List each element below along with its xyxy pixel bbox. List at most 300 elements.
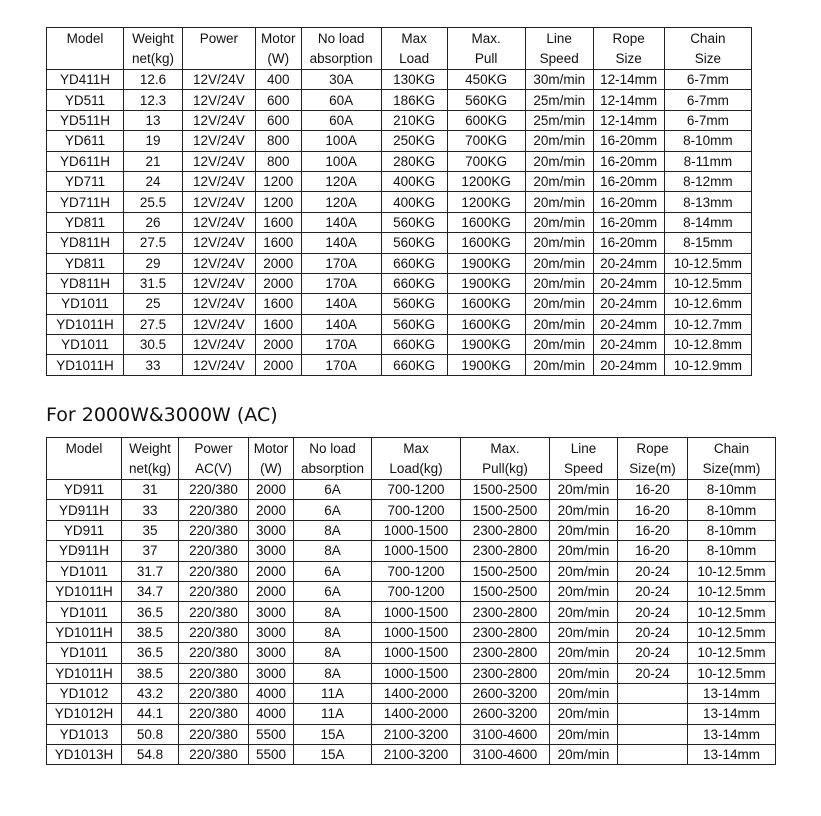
table-cell: 27.5: [124, 233, 183, 253]
table-cell: 220/380: [179, 622, 249, 642]
table-cell: 8-13mm: [664, 192, 751, 212]
table-row: [47, 561, 776, 581]
table-cell: 16-20: [618, 480, 688, 500]
table-row: [47, 602, 776, 622]
table-cell: YD811: [47, 253, 124, 273]
table-cell: 1900KG: [447, 335, 525, 355]
column-header-line: Max: [403, 441, 429, 456]
table-cell: YD711H: [47, 192, 124, 212]
table-cell: 220/380: [179, 643, 249, 663]
table-cell: 20m/min: [550, 480, 618, 500]
table-cell: 660KG: [381, 273, 447, 293]
column-header: [122, 438, 179, 480]
table-header-row: [47, 28, 752, 70]
table-cell: 450KG: [447, 70, 525, 90]
table-cell: 1900KG: [447, 273, 525, 293]
table-cell: 12V/24V: [182, 171, 255, 191]
column-header-line: Size: [615, 51, 642, 66]
table-cell: YD511H: [47, 110, 124, 130]
table-cell: 1900KG: [447, 253, 525, 273]
table-cell: 20-24mm: [593, 314, 664, 334]
table-cell: 220/380: [179, 561, 249, 581]
table-cell: 220/380: [179, 520, 249, 540]
table-cell: 20m/min: [525, 273, 593, 293]
table-cell: 33: [122, 500, 179, 520]
table-cell: 1000-1500: [372, 622, 461, 642]
table-cell: 560KG: [381, 294, 447, 314]
table-cell: 20m/min: [550, 581, 618, 601]
table-cell: YD1011H: [47, 581, 122, 601]
table-row: [47, 151, 752, 171]
table-cell: 30.5: [124, 335, 183, 355]
table-cell: 25: [124, 294, 183, 314]
table-cell: YD911H: [47, 500, 122, 520]
column-header: [124, 28, 183, 70]
table-row: [47, 273, 752, 293]
table-cell: 20m/min: [525, 335, 593, 355]
table-cell: 1600: [255, 314, 301, 334]
table-cell: YD1012: [47, 683, 122, 703]
table-cell: 2000: [249, 500, 294, 520]
table-cell: 1500-2500: [461, 500, 550, 520]
table-cell: 700KG: [447, 131, 525, 151]
table-cell: 20-24mm: [593, 273, 664, 293]
table-cell: 220/380: [179, 602, 249, 622]
table-cell: 12V/24V: [182, 151, 255, 171]
table-cell: 170A: [301, 355, 381, 375]
table-cell: 186KG: [381, 90, 447, 110]
table-cell: 10-12.5mm: [688, 602, 776, 622]
column-header-line: (W): [267, 51, 290, 66]
column-header-line: Speed: [539, 51, 579, 66]
column-header-line: Chain: [713, 441, 750, 456]
table-cell: 560KG: [381, 233, 447, 253]
table-cell: 20m/min: [550, 724, 618, 744]
table-cell: 1600KG: [447, 212, 525, 232]
column-header: [593, 28, 664, 70]
table-cell: 6A: [294, 500, 372, 520]
table-row: [47, 233, 752, 253]
table-cell: 250KG: [381, 131, 447, 151]
table-cell: YD911H: [47, 541, 122, 561]
column-header-line: Motor: [253, 441, 289, 456]
table-cell: 8-11mm: [664, 151, 751, 171]
table-cell: 220/380: [179, 500, 249, 520]
column-header-line: Pull: [474, 51, 498, 66]
column-header: [372, 438, 461, 480]
table-cell: 12V/24V: [182, 335, 255, 355]
table-cell: 20-24mm: [593, 253, 664, 273]
table-cell: 26: [124, 212, 183, 232]
table-row: [47, 110, 752, 130]
table-row: [47, 253, 752, 273]
table-cell: 10-12.5mm: [664, 253, 751, 273]
table-cell: YD811H: [47, 273, 124, 293]
table-cell: 10-12.5mm: [688, 561, 776, 581]
column-header-line: No load: [309, 441, 356, 456]
table-cell: 400: [255, 70, 301, 90]
table-cell: 30A: [301, 70, 381, 90]
table-cell: 2000: [255, 335, 301, 355]
table-cell: 43.2: [122, 683, 179, 703]
table-cell: 20m/min: [525, 233, 593, 253]
table-cell: 13-14mm: [688, 745, 776, 765]
table-cell: 20m/min: [550, 541, 618, 561]
table-cell: YD1011: [47, 561, 122, 581]
table-cell: YD811H: [47, 233, 124, 253]
table-cell: 600: [255, 110, 301, 130]
table-cell: 19: [124, 131, 183, 151]
table-cell: 29: [124, 253, 183, 273]
table-cell: 20m/min: [525, 131, 593, 151]
table-cell: 20m/min: [550, 602, 618, 622]
column-header-line: Max: [401, 31, 427, 46]
table-cell: 20m/min: [550, 520, 618, 540]
table-cell: 38.5: [122, 663, 179, 683]
table-cell: 10-12.5mm: [664, 273, 751, 293]
table-cell: 1000-1500: [372, 541, 461, 561]
table-cell: 1600KG: [447, 233, 525, 253]
table-cell: 660KG: [381, 253, 447, 273]
table-cell: 8A: [294, 622, 372, 642]
table-cell: 1500-2500: [461, 480, 550, 500]
column-header: [550, 438, 618, 480]
table-cell: 800: [255, 151, 301, 171]
column-header-line: absorption: [300, 461, 365, 476]
table-cell: 20m/min: [525, 171, 593, 191]
table-cell: 20-24: [618, 643, 688, 663]
column-header-line: Weight: [132, 31, 174, 46]
table-cell: 20m/min: [525, 212, 593, 232]
table-cell: 3000: [249, 622, 294, 642]
table-cell: 21: [124, 151, 183, 171]
table-cell: 10-12.7mm: [664, 314, 751, 334]
table-cell: 12V/24V: [182, 253, 255, 273]
table-cell: 12-14mm: [593, 70, 664, 90]
table-cell: YD1011: [47, 294, 124, 314]
table-cell: 400KG: [381, 192, 447, 212]
column-header-line: Max.: [471, 31, 501, 46]
table-cell: 12.3: [124, 90, 183, 110]
table-cell: 12V/24V: [182, 233, 255, 253]
table-cell: [618, 683, 688, 703]
table-cell: 20-24mm: [593, 294, 664, 314]
table-cell: 12-14mm: [593, 110, 664, 130]
table-cell: 1600: [255, 294, 301, 314]
table-cell: 2000: [255, 273, 301, 293]
table-cell: 31.5: [124, 273, 183, 293]
table-cell: 27.5: [124, 314, 183, 334]
table-cell: 2300-2800: [461, 643, 550, 663]
table-cell: YD1011H: [47, 622, 122, 642]
table-cell: 13-14mm: [688, 704, 776, 724]
table-cell: 20m/min: [525, 151, 593, 171]
ac-spec-table: [46, 437, 776, 765]
table-row: [47, 683, 776, 703]
table-row: [47, 212, 752, 232]
column-header: [179, 438, 249, 480]
table-cell: 3000: [249, 520, 294, 540]
column-header-line: AC(V): [195, 461, 232, 476]
table-cell: 13-14mm: [688, 724, 776, 744]
table-cell: 25m/min: [525, 90, 593, 110]
table-cell: 8-10mm: [688, 500, 776, 520]
table-cell: 16-20: [618, 520, 688, 540]
table-cell: 12V/24V: [182, 355, 255, 375]
table-cell: 1400-2000: [372, 683, 461, 703]
table-cell: 31.7: [122, 561, 179, 581]
table-cell: 20-24: [618, 581, 688, 601]
column-header-line: Max.: [490, 441, 520, 456]
table-cell: 3000: [249, 663, 294, 683]
table-row: [47, 704, 776, 724]
table-cell: 8-15mm: [664, 233, 751, 253]
table-cell: 100A: [301, 131, 381, 151]
table-cell: 120A: [301, 192, 381, 212]
table-cell: 8A: [294, 663, 372, 683]
table-cell: 220/380: [179, 724, 249, 744]
table-cell: 8A: [294, 643, 372, 663]
table-cell: 6-7mm: [664, 110, 751, 130]
table-cell: 130KG: [381, 70, 447, 90]
table-cell: YD1012H: [47, 704, 122, 724]
table-cell: 16-20mm: [593, 131, 664, 151]
table-cell: 20m/min: [550, 663, 618, 683]
column-header: [47, 28, 124, 70]
table-cell: 4000: [249, 683, 294, 703]
table-cell: 700-1200: [372, 480, 461, 500]
table-cell: YD511: [47, 90, 124, 110]
table-header-row: [47, 438, 776, 480]
table-cell: 1200KG: [447, 171, 525, 191]
column-header: [301, 28, 381, 70]
table-cell: 24: [124, 171, 183, 191]
column-header-line: Motor: [261, 31, 296, 46]
table-cell: 44.1: [122, 704, 179, 724]
table-cell: 100A: [301, 151, 381, 171]
table-cell: 15A: [294, 724, 372, 744]
table-cell: YD711: [47, 171, 124, 191]
table-cell: 1200: [255, 171, 301, 191]
column-header-line: Rope: [636, 441, 669, 456]
ac-section-title: For 2000W&3000W (AC): [46, 404, 278, 426]
table-cell: 12V/24V: [182, 294, 255, 314]
table-cell: 1600: [255, 233, 301, 253]
table-cell: YD611H: [47, 151, 124, 171]
table-row: [47, 724, 776, 744]
table-cell: 20-24mm: [593, 355, 664, 375]
column-header: [664, 28, 751, 70]
table-cell: 8A: [294, 541, 372, 561]
table-cell: [618, 704, 688, 724]
table-cell: 20m/min: [550, 683, 618, 703]
column-header: [461, 438, 550, 480]
table-cell: 8-10mm: [688, 480, 776, 500]
column-header: [255, 28, 301, 70]
table-cell: 2000: [249, 480, 294, 500]
table-cell: 16-20mm: [593, 151, 664, 171]
column-header: [688, 438, 776, 480]
table-cell: 280KG: [381, 151, 447, 171]
column-header-line: net(kg): [131, 51, 174, 66]
table-cell: 36.5: [122, 643, 179, 663]
table-cell: 2000: [255, 253, 301, 273]
column-header-line: absorption: [309, 51, 373, 66]
table-cell: 20m/min: [550, 643, 618, 663]
table-cell: 2600-3200: [461, 683, 550, 703]
table-cell: 13: [124, 110, 183, 130]
table-cell: 16-20mm: [593, 212, 664, 232]
table-cell: YD911: [47, 480, 122, 500]
table-cell: 220/380: [179, 704, 249, 724]
table-cell: 140A: [301, 314, 381, 334]
table-cell: 12-14mm: [593, 90, 664, 110]
table-cell: [618, 745, 688, 765]
table-cell: 25.5: [124, 192, 183, 212]
column-header-line: net(kg): [128, 461, 172, 476]
table-row: [47, 622, 776, 642]
table-cell: YD1011H: [47, 314, 124, 334]
table-cell: 6-7mm: [664, 70, 751, 90]
table-cell: 10-12.9mm: [664, 355, 751, 375]
table-cell: [618, 724, 688, 744]
table-cell: 4000: [249, 704, 294, 724]
table-cell: 3100-4600: [461, 745, 550, 765]
table-cell: 140A: [301, 212, 381, 232]
table-cell: 38.5: [122, 622, 179, 642]
table-row: [47, 745, 776, 765]
table-cell: 170A: [301, 335, 381, 355]
table-cell: 220/380: [179, 745, 249, 765]
table-cell: 12V/24V: [182, 90, 255, 110]
table-cell: 20m/min: [550, 561, 618, 581]
table-cell: 33: [124, 355, 183, 375]
table-cell: 20m/min: [525, 253, 593, 273]
table-row: [47, 90, 752, 110]
column-header-line: Model: [66, 31, 104, 46]
table-cell: YD611: [47, 131, 124, 151]
table-cell: 12V/24V: [182, 70, 255, 90]
table-cell: 37: [122, 541, 179, 561]
table-cell: 20-24: [618, 602, 688, 622]
column-header-line: Weight: [129, 441, 171, 456]
column-header-line: Load: [399, 51, 430, 66]
dc-spec-table: [46, 27, 752, 376]
table-cell: 1400-2000: [372, 704, 461, 724]
table-cell: 20-24: [618, 663, 688, 683]
table-cell: 10-12.5mm: [688, 622, 776, 642]
table-cell: 60A: [301, 90, 381, 110]
table-cell: 12V/24V: [182, 212, 255, 232]
table-cell: YD1011H: [47, 663, 122, 683]
table-cell: 8A: [294, 520, 372, 540]
table-cell: 1000-1500: [372, 643, 461, 663]
table-cell: 560KG: [447, 90, 525, 110]
column-header-line: Speed: [563, 461, 604, 476]
column-header: [618, 438, 688, 480]
column-header-line: Load(kg): [389, 461, 443, 476]
table-cell: 13-14mm: [688, 683, 776, 703]
table-cell: 20-24mm: [593, 335, 664, 355]
column-header: [47, 438, 122, 480]
table-cell: 210KG: [381, 110, 447, 130]
table-cell: 140A: [301, 233, 381, 253]
table-cell: YD1011: [47, 602, 122, 622]
table-cell: 140A: [301, 294, 381, 314]
table-cell: 1500-2500: [461, 561, 550, 581]
table-cell: 6A: [294, 561, 372, 581]
table-cell: YD1011: [47, 335, 124, 355]
table-cell: 800: [255, 131, 301, 151]
table-cell: 16-20mm: [593, 233, 664, 253]
table-row: [47, 520, 776, 540]
table-cell: 3000: [249, 602, 294, 622]
table-row: [47, 480, 776, 500]
column-header: [294, 438, 372, 480]
table-cell: 560KG: [381, 212, 447, 232]
column-header-line: Size(m): [629, 461, 676, 476]
table-cell: 31: [122, 480, 179, 500]
table-cell: 6A: [294, 581, 372, 601]
column-header-line: Rope: [612, 31, 645, 46]
column-header-line: Size(mm): [702, 461, 761, 476]
table-cell: 11A: [294, 704, 372, 724]
table-row: [47, 131, 752, 151]
table-cell: 54.8: [122, 745, 179, 765]
table-cell: YD911: [47, 520, 122, 540]
column-header-line: Pull(kg): [482, 461, 528, 476]
table-cell: 560KG: [381, 314, 447, 334]
table-row: [47, 500, 776, 520]
column-header-line: Line: [570, 441, 597, 456]
column-header-line: No load: [317, 31, 365, 46]
table-cell: 2300-2800: [461, 520, 550, 540]
table-cell: 700-1200: [372, 500, 461, 520]
table-cell: 2000: [255, 355, 301, 375]
table-cell: 1000-1500: [372, 602, 461, 622]
table-cell: 20m/min: [550, 500, 618, 520]
table-cell: 600: [255, 90, 301, 110]
table-cell: YD1013: [47, 724, 122, 744]
table-cell: 660KG: [381, 355, 447, 375]
table-cell: 700-1200: [372, 561, 461, 581]
table-cell: 16-20mm: [593, 192, 664, 212]
table-cell: 12V/24V: [182, 273, 255, 293]
table-cell: 220/380: [179, 581, 249, 601]
table-cell: 8-12mm: [664, 171, 751, 191]
table-cell: 10-12.5mm: [688, 643, 776, 663]
column-header-line: Line: [546, 31, 572, 46]
table-cell: 8-14mm: [664, 212, 751, 232]
table-cell: 12V/24V: [182, 314, 255, 334]
table-row: [47, 355, 752, 375]
table-cell: 3000: [249, 643, 294, 663]
table-row: [47, 643, 776, 663]
table-row: [47, 171, 752, 191]
table-row: [47, 70, 752, 90]
table-cell: 34.7: [122, 581, 179, 601]
table-cell: 35: [122, 520, 179, 540]
table-cell: 220/380: [179, 541, 249, 561]
table-cell: 20m/min: [550, 704, 618, 724]
table-cell: 1600KG: [447, 314, 525, 334]
table-cell: YD1011: [47, 643, 122, 663]
table-cell: 170A: [301, 253, 381, 273]
table-cell: 60A: [301, 110, 381, 130]
table-cell: 15A: [294, 745, 372, 765]
table-cell: 10-12.6mm: [664, 294, 751, 314]
table-cell: 400KG: [381, 171, 447, 191]
